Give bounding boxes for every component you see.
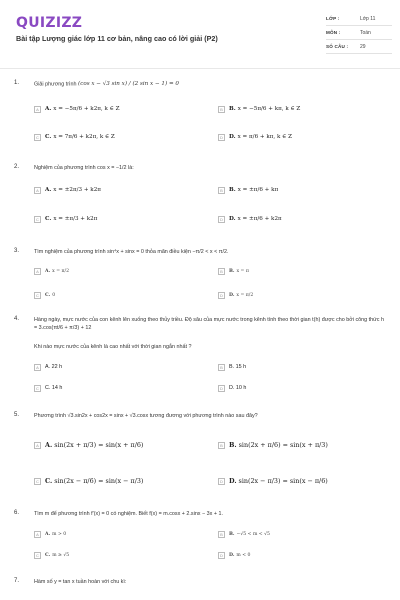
option-c[interactable]: C C. m ≥ √5 (34, 548, 69, 562)
question-7 (14, 578, 390, 592)
option-content: x = ±π/6 + kπ (237, 187, 279, 193)
option-content: m ≥ √5 (52, 552, 70, 558)
question-formula: (cos x − √3 sin x) / (2 sin x − 1) = 0 (78, 81, 179, 87)
option-c[interactable]: C C. 0 (34, 288, 55, 302)
option-letter: D (218, 134, 225, 141)
question-3 (14, 248, 390, 304)
option-letter: B (218, 187, 225, 194)
option-b[interactable] (218, 360, 246, 374)
option-letter: A (34, 531, 41, 538)
question-number: 1. (14, 80, 20, 86)
option-letter: B (218, 268, 225, 275)
option-content: m < 0 (236, 552, 251, 558)
question-1 (14, 80, 390, 160)
option-c[interactable]: C C. x = 7π/6 + k2π, k ∈ Z (34, 130, 115, 144)
option-a[interactable]: A A. sin(2x + π/3) = sin(x + π/6) (34, 438, 143, 452)
question-4 (14, 316, 390, 402)
option-b[interactable]: B B. −√5 < m < √5 (218, 527, 270, 541)
option-b[interactable]: B B. x = −5π/6 + kπ, k ∈ Z (218, 102, 300, 116)
worksheet-title: Bài tập Lượng giác lớp 11 cơ bản, nâng cao có lời giải (P2) (16, 34, 218, 43)
question-number: 6. (14, 510, 20, 516)
option-content: B. 15 h (229, 364, 247, 370)
question-text: Tìm nghiệm của phương trình sin⁴x + sinx = 0 thỏa mãn điều kiện −π/2 < x < π/2. (34, 249, 229, 255)
option-a[interactable] (34, 360, 62, 374)
option-content: x = π/2 (236, 292, 254, 298)
option-b[interactable]: B B. x = ±π/6 + kπ (218, 183, 278, 197)
question-2 (14, 164, 390, 240)
question-number: 3. (14, 248, 20, 254)
option-letter: D (218, 216, 225, 223)
question-text: Hàm số y = tan x tuần hoàn với chu kì: (34, 579, 127, 585)
option-letter: C (34, 552, 41, 559)
option-letter: A (34, 442, 41, 449)
option-c[interactable]: C C. x = ±π/3 + k2π (34, 212, 97, 226)
option-b[interactable]: B B. x = π (218, 264, 249, 278)
option-content: x = 7π/6 + k2π, k ∈ Z (53, 134, 115, 140)
meta-key: MÔN : (326, 30, 341, 35)
option-content: x = −5π/6 + kπ, k ∈ Z (237, 106, 301, 112)
option-a[interactable]: A A. x = −5π/6 + k2π, k ∈ Z (34, 102, 119, 116)
option-d[interactable]: D D. x = π/2 (218, 288, 253, 302)
option-content: x = π (236, 268, 249, 274)
question-subtext: Khi nào mực nước của kênh là cao nhất với thời gian ngắn nhất ? (34, 344, 192, 350)
meta-value: Toán (360, 29, 371, 36)
option-c[interactable] (34, 381, 62, 395)
option-letter: B (218, 106, 225, 113)
question-number: 2. (14, 164, 20, 170)
question-number: 7. (14, 578, 20, 584)
meta-row-subject (326, 26, 392, 40)
option-a[interactable]: A A. x = π/2 (34, 264, 69, 278)
question-text: Hàng ngày, mực nước của con kênh lên xuống theo thủy triều. Độ sâu của mực nước trong kênh tính theo thời gian t(h) được cho bởi công thức h = 3.cos(πt/6 + π/3) + 12 (34, 317, 384, 331)
option-a[interactable]: A A. x = ±2π/3 + k2π (34, 183, 101, 197)
option-letter: C (34, 478, 41, 485)
meta-key: LỚP : (326, 16, 340, 21)
option-letter: D (218, 552, 225, 559)
option-content: C. 14 h (45, 385, 63, 391)
option-content: sin(2x + π/3) = sin(x + π/6) (54, 441, 144, 449)
meta-row-count (326, 40, 392, 54)
option-content: x = −5π/6 + k2π, k ∈ Z (53, 106, 120, 112)
option-letter: B (218, 442, 225, 449)
question-number: 4. (14, 316, 20, 322)
option-d[interactable] (218, 381, 246, 395)
option-content: A. 22 h (45, 364, 63, 370)
question-text: Giải phương trình (cos x − √3 sin x) / (2 sin x − 1) = 0 (34, 81, 179, 88)
option-a[interactable]: A A. m > 0 (34, 527, 66, 541)
option-letter: B (218, 531, 225, 538)
option-c[interactable]: C C. sin(2x − π/6) = sin(x − π/3) (34, 474, 143, 488)
option-content: sin(2x − π/6) = sin(x − π/3) (54, 477, 144, 485)
option-letter: B (218, 364, 225, 371)
option-letter: D (218, 292, 225, 299)
option-letter: C (34, 385, 41, 392)
worksheet-meta (326, 12, 392, 54)
question-text: Tìm m để phương trình f'(x) = 0 có nghiệm. Biết f(x) = m.cosx + 2.sinx − 3x + 1. (34, 511, 223, 517)
option-d[interactable]: D D. x = ±π/6 + k2π (218, 212, 282, 226)
meta-value: Lớp 11 (360, 15, 376, 22)
option-content: x = π/6 + kπ, k ∈ Z (237, 134, 292, 140)
option-content: sin(2x + π/6) = sin(x + π/3) (238, 441, 328, 449)
option-d[interactable]: D D. m < 0 (218, 548, 250, 562)
option-content: x = π/2 (52, 268, 70, 274)
option-content: x = ±2π/3 + k2π (53, 187, 101, 193)
option-content: m > 0 (52, 531, 67, 537)
option-content: sin(2x − π/3) = sin(x − π/6) (238, 477, 328, 485)
option-letter: C (34, 134, 41, 141)
option-content: x = ±π/6 + k2π (237, 216, 282, 222)
option-d[interactable]: D D. x = π/6 + kπ, k ∈ Z (218, 130, 292, 144)
option-letter: D (218, 478, 225, 485)
option-letter: C (34, 216, 41, 223)
option-letter: A (34, 268, 41, 275)
option-letter: A (34, 187, 41, 194)
option-letter: A (34, 106, 41, 113)
question-6 (14, 510, 390, 566)
option-content: −√5 < m < √5 (236, 531, 270, 537)
option-letter: D (218, 385, 225, 392)
question-5 (14, 412, 390, 498)
option-d[interactable]: D D. sin(2x − π/3) = sin(x − π/6) (218, 474, 328, 488)
meta-value: 29 (360, 43, 366, 50)
quizizz-logo: QUIZIZZ (16, 15, 83, 31)
option-letter: A (34, 364, 41, 371)
header-divider (0, 68, 400, 69)
question-text: Nghiệm của phương trình cos x = −1/2 là: (34, 165, 134, 171)
option-content: x = ±π/3 + k2π (53, 216, 98, 222)
option-content: 0 (52, 292, 56, 298)
option-content: D. 10 h (229, 385, 247, 391)
question-text: Phương trình √3.sin2x + cos2x = sinx + √3.cosx tương đương với phương trình nào sau đây? (34, 413, 258, 419)
meta-row-class (326, 12, 392, 26)
meta-key: SỐ CÂU : (326, 44, 349, 49)
option-letter: C (34, 292, 41, 299)
question-number: 5. (14, 412, 20, 418)
worksheet-header (0, 0, 400, 64)
option-b[interactable]: B B. sin(2x + π/6) = sin(x + π/3) (218, 438, 328, 452)
